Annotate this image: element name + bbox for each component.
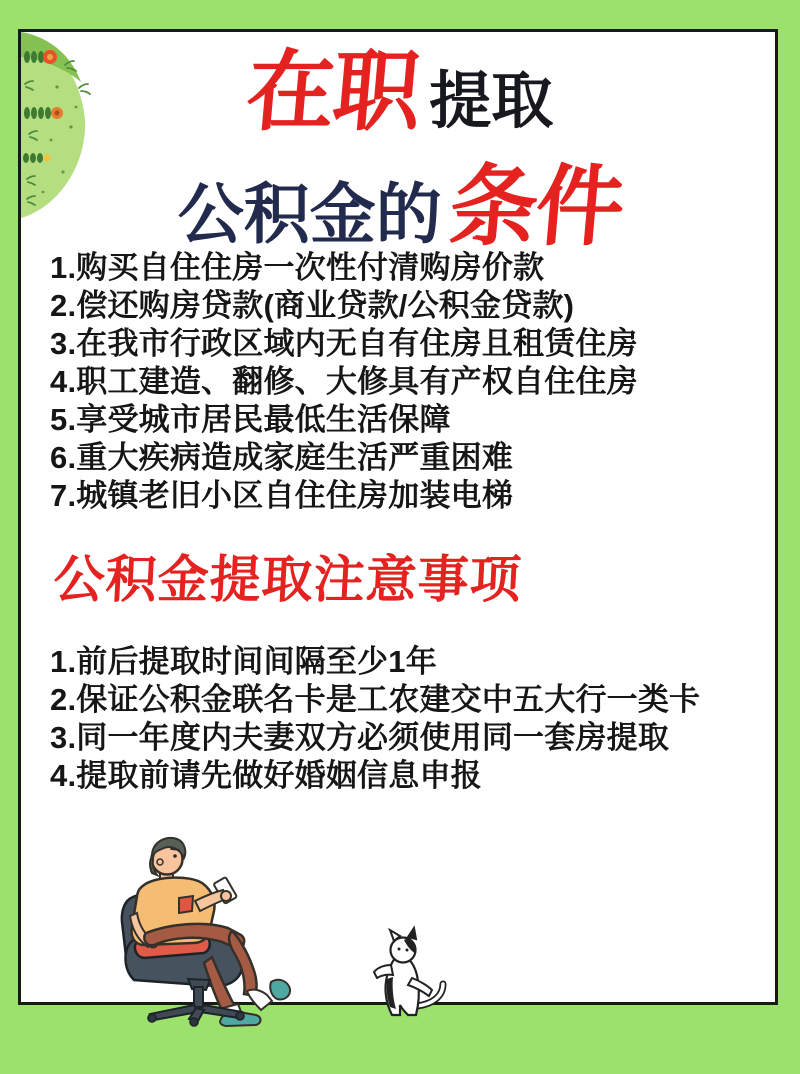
notes-heading: 公积金提取注意事项	[52, 551, 524, 608]
title-gongjijin: 公积金的	[177, 177, 442, 251]
title-line-1	[0, 44, 800, 166]
condition-item-2: 2.偿还购房贷款(商业贷款/公积金贷款)	[50, 288, 575, 323]
note-item-2: 2.保证公积金联名卡是工农建交中五大行一类卡	[50, 682, 701, 717]
note-item-1: 1.前后提取时间间隔至少1年	[50, 644, 437, 679]
condition-item-5: 5.享受城市居民最低生活保障	[50, 402, 451, 437]
notes-list	[50, 643, 770, 795]
slipper-icon	[220, 1012, 260, 1026]
condition-item-6: 6.重大疾病造成家庭生活严重困难	[50, 440, 514, 475]
note-item-4: 4.提取前请先做好婚姻信息申报	[50, 758, 482, 793]
title-tiaojian: 条件	[445, 157, 627, 256]
condition-item-7: 7.城镇老旧小区自住住房加装电梯	[50, 478, 514, 513]
title-zaizhi: 在职	[242, 42, 424, 141]
condition-item-4: 4.职工建造、翻修、大修具有产权自住住房	[50, 364, 638, 399]
title-tiqu: 提取	[429, 67, 554, 136]
condition-item-3: 3.在我市行政区域内无自有住房且租赁住房	[50, 326, 638, 361]
page-title	[0, 44, 800, 276]
condition-item-1: 1.购买自住住房一次性付清购房价款	[50, 250, 545, 285]
note-item-3: 3.同一年度内夫妻双方必须使用同一套房提取	[50, 720, 670, 755]
conditions-list	[50, 249, 770, 515]
